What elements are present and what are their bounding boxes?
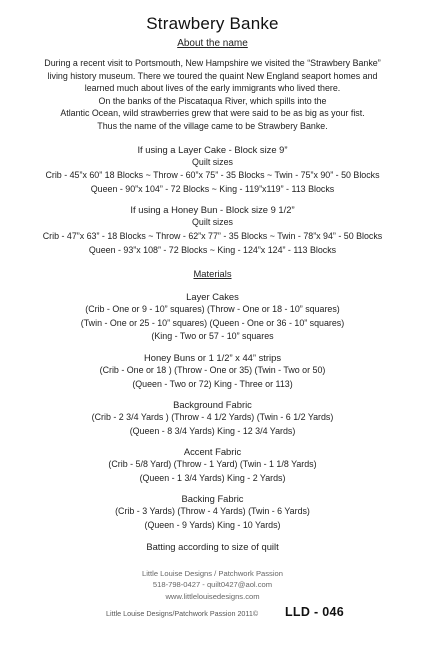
material-accent-fabric [0, 446, 425, 485]
footer-company: Little Louise Designs / Patchwork Passion [142, 568, 283, 578]
material-line: (Crib - 3 Yards) (Throw - 4 Yards) (Twin - 6 Yards) [115, 506, 310, 517]
about-line: During a recent visit to Portsmouth, New Hampshire we visited the “Strawbery Banke” [44, 58, 381, 68]
materials-heading: Materials [193, 268, 232, 280]
material-layer-cakes [0, 291, 425, 344]
quilt-size-line: Queen - 93”x 108” - 72 Blocks ~ King - 124”x 124” - 113 Blocks [88, 244, 337, 255]
material-heading: Backing Fabric [181, 493, 244, 505]
layer-cake-heading: If using a Layer Cake - Block size 9” [137, 143, 288, 155]
about-line: On the banks of the Piscataqua River, which spills into the [98, 95, 327, 106]
footer-contact[interactable]: 518-798-0427 - quilt0427@aol.com [152, 580, 273, 590]
quilt-size-line: Crib - 45”x 60” 18 Blocks ~ Throw - 60”x 75” - 35 Blocks ~ Twin - 75”x 90” - 50 Blocks [45, 170, 380, 181]
about-paragraph [0, 57, 425, 133]
quilt-sizes-label: Quilt sizes [192, 217, 233, 228]
batting-note: Batting according to size of quilt [146, 540, 279, 552]
about-line: Atlantic Ocean, wild strawberries grew that were said to be as big as your fist. [60, 108, 365, 119]
about-heading: About the name [177, 38, 248, 49]
quilt-size-line: Queen - 90”x 104” - 72 Blocks ~ King - 119”x119” - 113 Blocks [90, 183, 335, 194]
material-line: (Queen - 1 3/4 Yards) King - 2 Yards) [139, 472, 286, 483]
material-line: (Queen - Two or 72) King - Three or 113) [132, 378, 293, 389]
material-line: (Queen - 8 3/4 Yards) King - 12 3/4 Yards) [129, 425, 296, 436]
material-line: (Crib - 5/8 Yard) (Throw - 1 Yard) (Twin - 1 1/8 Yards) [108, 459, 317, 470]
material-line: (Crib - One or 9 - 10” squares) (Throw - One or 18 - 10” squares) [85, 304, 340, 315]
material-background-fabric [0, 399, 425, 438]
pattern-code: LLD - 046 [285, 605, 344, 620]
material-heading: Layer Cakes [186, 291, 239, 303]
quilt-sizes-label: Quilt sizes [192, 156, 233, 167]
material-backing-fabric [0, 493, 425, 532]
material-line: (Queen - 9 Yards) King - 10 Yards) [144, 520, 281, 531]
material-honey-buns [0, 352, 425, 391]
honey-bun-section [0, 204, 425, 257]
material-line: (Crib - 2 3/4 Yards ) (Throw - 4 1/2 Yards) (Twin - 6 1/2 Yards) [91, 412, 334, 423]
footer [0, 568, 425, 624]
footer-credit-row [0, 605, 425, 623]
about-line: learned much about lives of the early immigrants who lived there. [84, 83, 341, 94]
honey-bun-heading: If using a Honey Bun - Block size 9 1/2” [130, 204, 295, 216]
footer-website[interactable]: www.littlelouisedesigns.com [165, 591, 260, 601]
material-line: (Crib - One or 18 ) (Throw - One or 35) (Twin - Two or 50) [99, 364, 326, 375]
page-title: Strawbery Banke [146, 14, 279, 33]
about-line: living history museum. There we toured the quaint New England seaport homes and [47, 70, 378, 81]
about-line: Thus the name of the village came to be Strawbery Banke. [97, 120, 328, 131]
quilt-size-line: Crib - 47”x 63” - 18 Blocks ~ Throw - 62”x 77” - 35 Blocks ~ Twin - 78”x 94” - 50 Blocks [42, 230, 383, 241]
layer-cake-section [0, 144, 425, 197]
material-heading: Background Fabric [173, 399, 252, 411]
material-line: (King - Two or 57 - 10” squares [151, 331, 274, 342]
copyright-credit: Little Louise Designs/Patchwork Passion 2011© [106, 609, 259, 619]
material-heading: Honey Buns or 1 1/2” x 44” strips [143, 351, 282, 363]
material-line: (Twin - One or 25 - 10” squares) (Queen - One or 36 - 10” squares) [80, 317, 345, 328]
material-heading: Accent Fabric [183, 446, 242, 458]
